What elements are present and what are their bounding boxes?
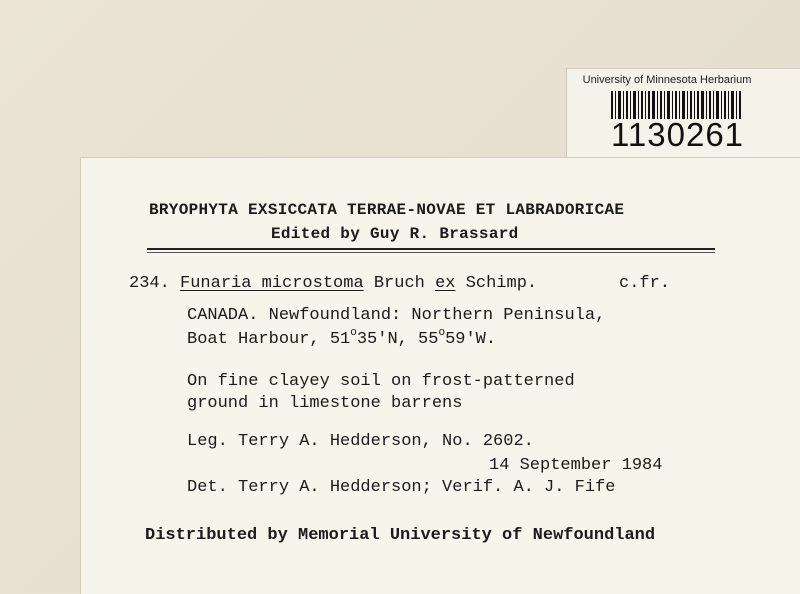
locality-line-1: CANADA. Newfoundland: Northern Peninsula, [187,306,606,325]
taxon-line [129,274,537,294]
habitat-line-2: ground in limestone barrens [187,394,463,413]
locality-part-c: 59'W. [445,330,497,349]
degree-symbol: o [350,327,357,339]
specimen-number: 234. [129,274,170,293]
fruiting-status: c.fr. [619,274,671,293]
ex-connector: ex [435,274,456,293]
habitat-line-1: On fine clayey soil on frost-patterned [187,372,575,391]
degree-symbol: o [438,327,446,339]
distributor-line: Distributed by Memorial University of Newfoundland [145,526,656,545]
barcode-number: 1130261 [611,116,745,153]
determiner-line: Det. Terry A. Hedderson; Verif. A. J. Fife [187,478,616,497]
specimen-label [80,157,800,594]
collection-date: 14 September 1984 [489,456,663,475]
barcode-icon [611,91,743,119]
author-2: Schimp. [465,274,538,293]
collector-line: Leg. Terry A. Hedderson, No. 2602. [187,432,534,451]
locality-part-a: Boat Harbour, 51 [187,330,351,349]
series-title: BRYOPHYTA EXSICCATA TERRAE-NOVAE ET LABRADORICAE [149,201,625,219]
author-1: Bruch [373,274,425,293]
divider-rule [147,248,715,250]
barcode-label [566,68,800,159]
barcode-institution: University of Minnesota Herbarium [582,74,752,86]
locality-part-b: 35'N, 55 [356,330,439,349]
divider-rule-thin [147,252,715,253]
taxon-name: Funaria microstoma [180,274,364,293]
editor-line: Edited by Guy R. Brassard [271,225,519,243]
locality-line-2 [187,327,497,350]
